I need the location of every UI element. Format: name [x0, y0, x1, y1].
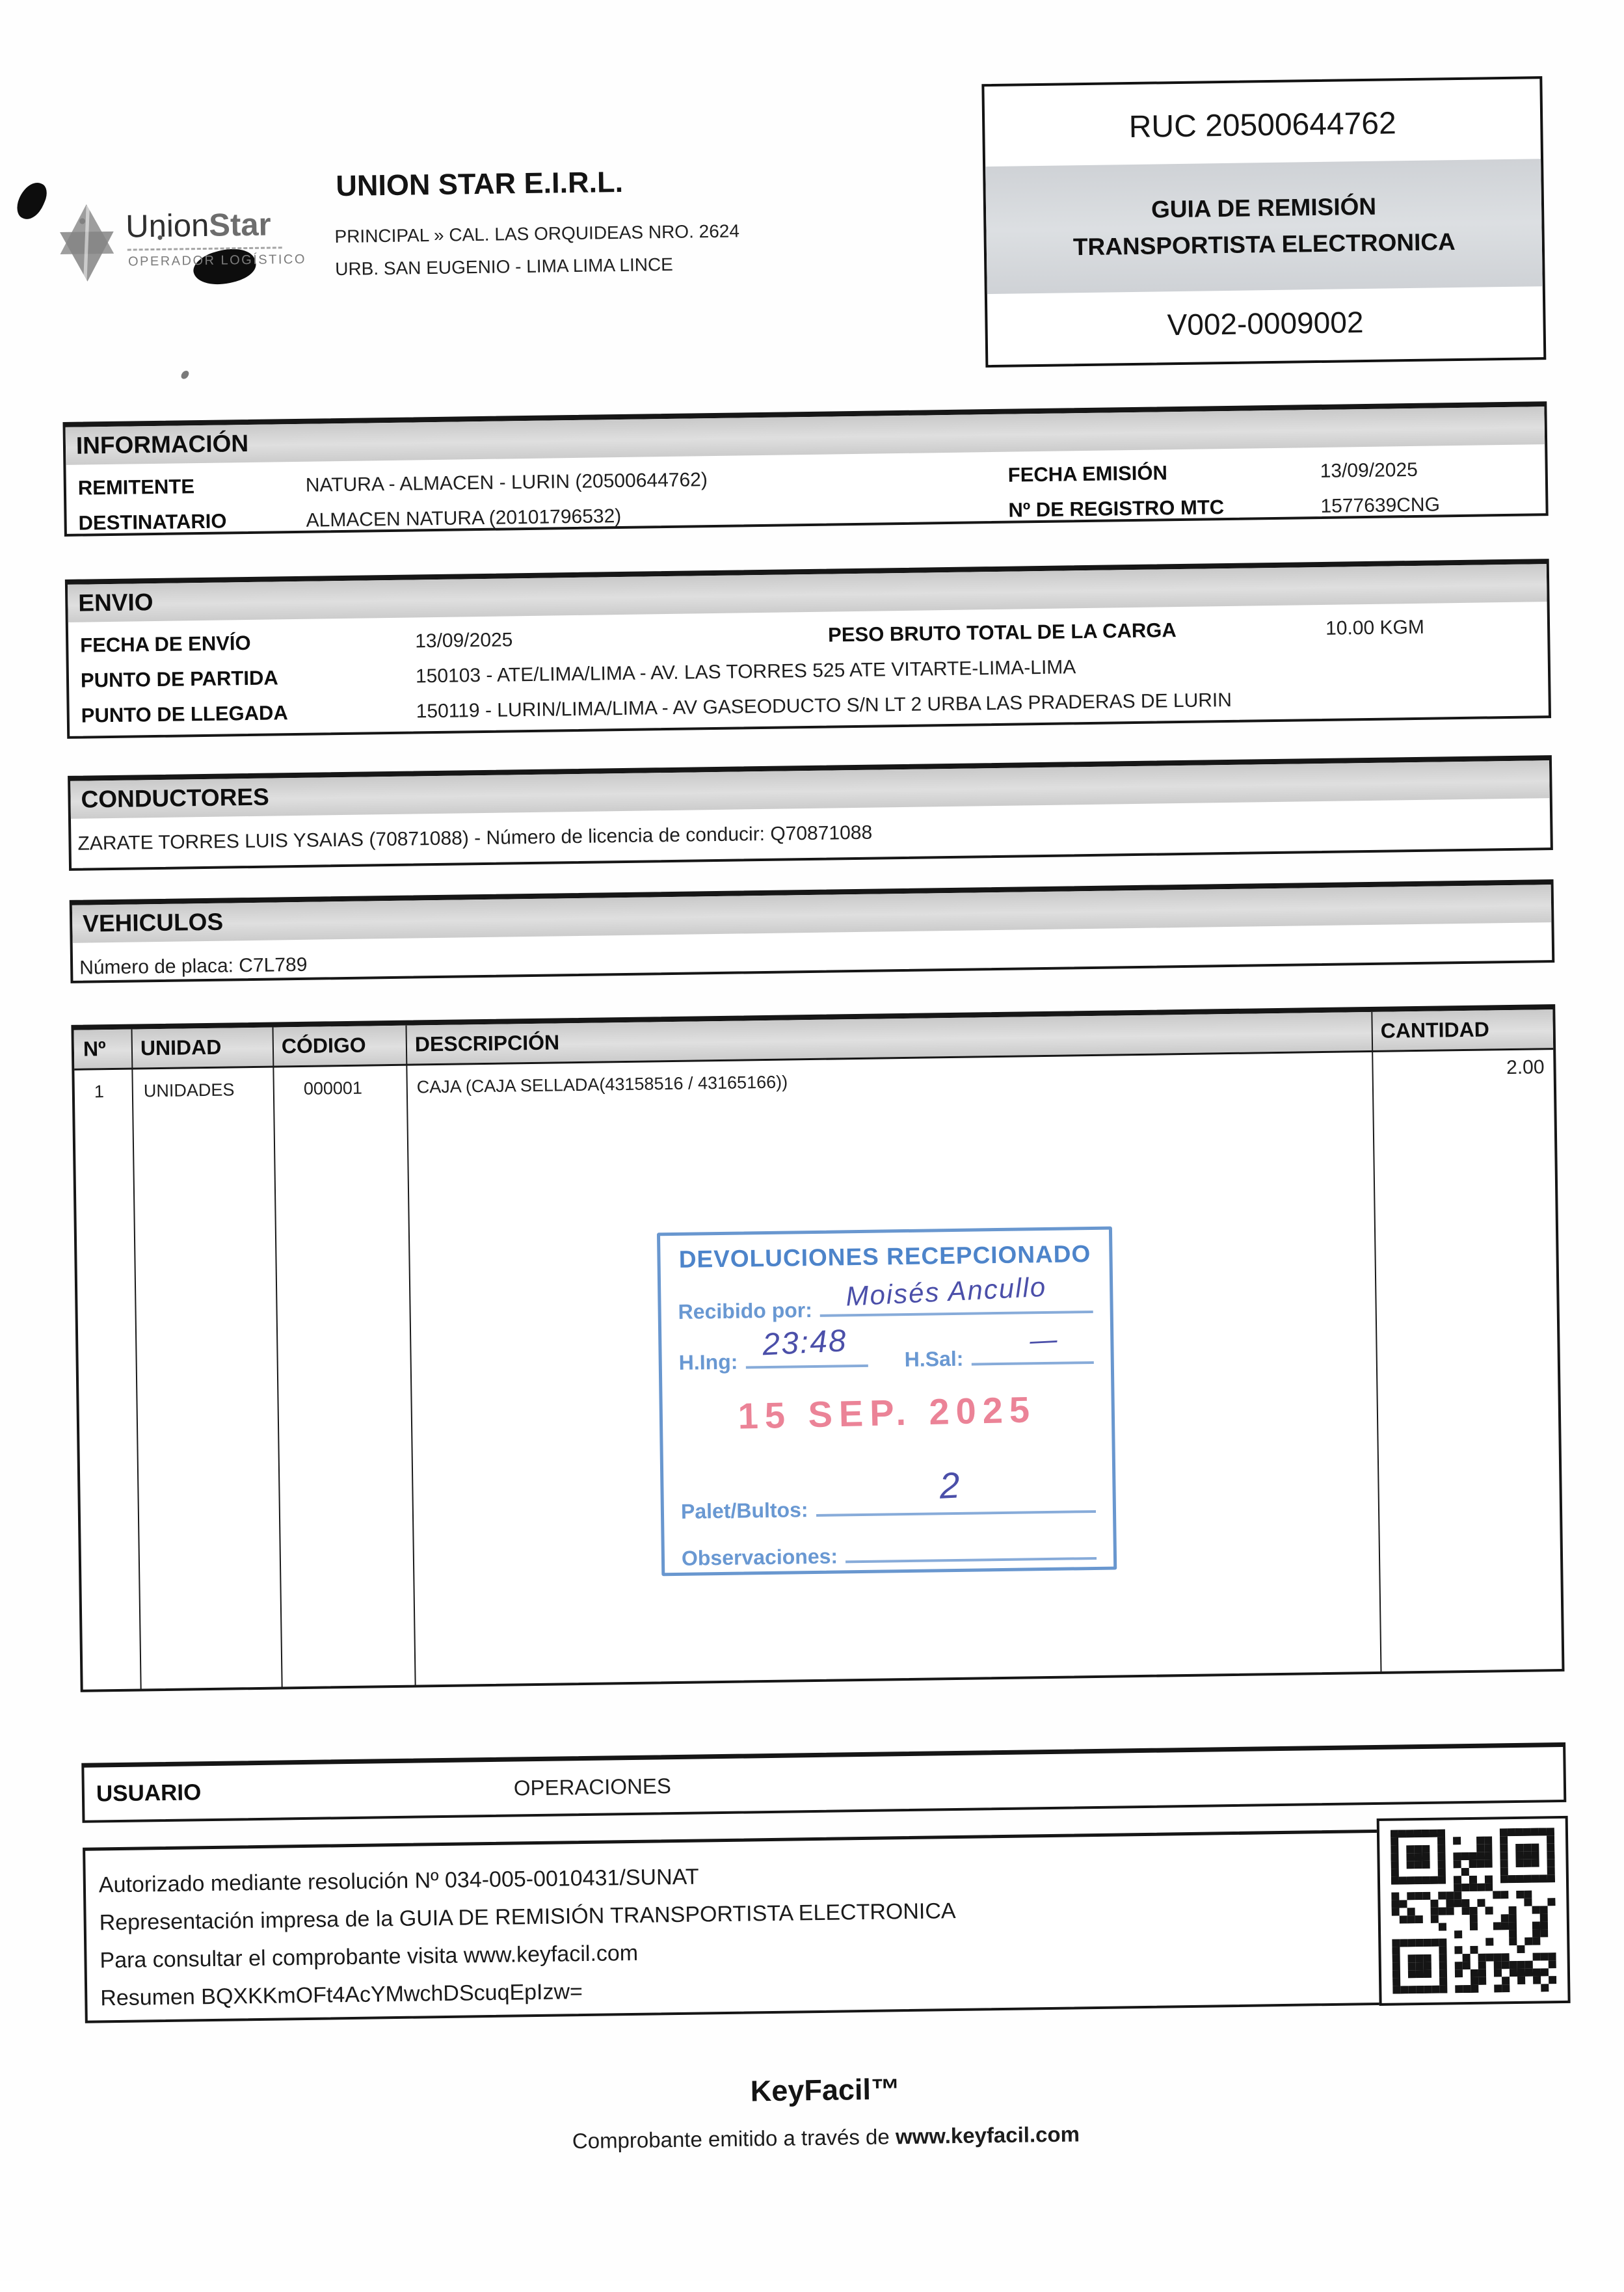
- stamp-hing-label: H.Ing:: [678, 1350, 738, 1374]
- vehiculo-placa: Número de placa: C7L789: [79, 953, 308, 979]
- destinatario-row: [66, 491, 1545, 535]
- punto-partida-label: PUNTO DE PARTIDA: [80, 666, 278, 692]
- section-conductores-title: CONDUCTORES: [70, 760, 1550, 819]
- ink-smudge: [12, 178, 51, 224]
- stamp-observaciones-line: [845, 1531, 1097, 1563]
- stamp-palet-row: [680, 1464, 1096, 1524]
- table-column-line: [405, 1026, 416, 1685]
- item-row-descripcion: CAJA (CAJA SELLADA(43158516 / 43165166)): [416, 1072, 788, 1097]
- punto-partida-row: [69, 648, 1548, 693]
- qr-code: [1377, 1816, 1571, 2006]
- company-name: UNION STAR E.I.R.L.: [336, 165, 624, 203]
- document-type-line1: GUIA DE REMISIÓN: [1151, 193, 1377, 223]
- section-conductores: [68, 755, 1553, 871]
- punto-llegada-value: 150119 - LURIN/LIMA/LIMA - AV GASEODUCTO S/N LT 2 URBA LAS PRADERAS DE LURIN: [416, 689, 1232, 723]
- col-header-unidad: UNIDAD: [140, 1035, 222, 1060]
- col-header-codigo: CÓDIGO: [281, 1033, 366, 1058]
- footer-brand: KeyFacil™: [750, 2072, 901, 2108]
- stamp-hing-line: [745, 1324, 868, 1369]
- document-type-band: [985, 159, 1543, 294]
- stamp-palet-handwriting: 2: [938, 1464, 962, 1506]
- section-vehiculos-title: VEHICULOS: [72, 885, 1552, 943]
- stamp-hsal-label: H.Sal:: [904, 1346, 964, 1372]
- footer-tagline-url: www.keyfacil.com: [895, 2122, 1080, 2149]
- logo-tagline: OPERADOR LOGÍSTICO: [127, 252, 307, 269]
- stamp-hsal-line: [971, 1324, 1094, 1366]
- fecha-emision-value: 13/09/2025: [1320, 459, 1418, 482]
- section-usuario: [81, 1742, 1566, 1823]
- col-header-num: Nº: [83, 1037, 106, 1061]
- logo-brand-union: Union: [125, 207, 209, 245]
- logo-brand-star: Star: [208, 207, 271, 243]
- destinatario-label: DESTINATARIO: [78, 509, 227, 535]
- stamp-recibido-line: [819, 1271, 1093, 1317]
- fecha-envio-row: [68, 613, 1547, 658]
- ink-speck: [180, 369, 191, 380]
- stamp-observaciones-label: Observaciones:: [681, 1544, 838, 1570]
- stamp-recibido-label: Recibido por:: [678, 1298, 813, 1324]
- fecha-emision-label: FECHA EMISIÓN: [1007, 461, 1168, 486]
- usuario-label: USUARIO: [96, 1779, 202, 1806]
- punto-llegada-label: PUNTO DE LLEGADA: [81, 701, 289, 727]
- stamp-observaciones-row: [681, 1531, 1097, 1571]
- stamp-recibido-handwriting: Moisés Ancullo: [845, 1271, 1048, 1312]
- items-table: [71, 1004, 1564, 1692]
- section-vehiculos: [70, 879, 1555, 983]
- fecha-envio-value: 13/09/2025: [414, 629, 513, 652]
- col-header-descripcion: DESCRIPCIÓN: [414, 1030, 560, 1056]
- table-column-line: [131, 1030, 142, 1689]
- company-address-line2: URB. SAN EUGENIO - LIMA LIMA LINCE: [335, 254, 674, 280]
- remitente-value: NATURA - ALMACEN - LURIN (20500644762): [305, 469, 708, 496]
- logo-brand: [126, 206, 271, 245]
- stamp-title: DEVOLUCIONES RECEPCIONADO: [678, 1240, 1091, 1273]
- table-column-line: [1371, 1012, 1381, 1672]
- ruc-number: RUC 20500644762: [1128, 106, 1397, 145]
- items-table-header: [74, 1009, 1554, 1071]
- stamp-hsal-handwriting: —: [1028, 1324, 1059, 1356]
- auth-resumen: Resumen BQXKKmOFt4AcYMwchDScuqEpIzw=: [100, 1979, 583, 2011]
- document-number: V002-0009002: [1167, 305, 1364, 342]
- auth-resolution: Autorizado mediante resolución Nº 034-005-0010431/SUNAT: [98, 1864, 699, 1898]
- item-row-unidad: UNIDADES: [143, 1080, 235, 1101]
- date-stamp: 15 SEP. 2025: [737, 1389, 1037, 1437]
- section-informacion: [62, 401, 1548, 537]
- peso-bruto-value: 10.00 KGM: [1325, 616, 1425, 639]
- stamp-recibido-row: [678, 1271, 1093, 1324]
- footer-tagline-prefix: Comprobante emitido a través de: [572, 2124, 896, 2153]
- registro-mtc-label: Nº DE REGISTRO MTC: [1008, 496, 1225, 522]
- qr-code-pattern: [1391, 1828, 1556, 1993]
- section-informacion-title: INFORMACIÓN: [66, 406, 1545, 465]
- auth-consult: Para consultar el comprobante visita www.keyfacil.com: [100, 1940, 639, 1973]
- table-column-line: [272, 1028, 282, 1687]
- item-row-num: 1: [94, 1082, 105, 1102]
- item-row-codigo: 000001: [303, 1078, 363, 1099]
- col-header-cantidad: CANTIDAD: [1380, 1017, 1490, 1043]
- section-envio: [65, 559, 1551, 739]
- company-address-line1: PRINCIPAL » CAL. LAS ORQUIDEAS NRO. 2624: [334, 220, 740, 247]
- stamp-palet-line: [816, 1464, 1096, 1517]
- auth-representation: Representación impresa de la GUIA DE REMISIÓN TRANSPORTISTA ELECTRONICA: [99, 1899, 956, 1936]
- punto-llegada-row: [70, 684, 1549, 728]
- authorization-box: [83, 1827, 1569, 2023]
- fecha-envio-label: FECHA DE ENVÍO: [80, 631, 251, 657]
- section-envio-title: ENVIO: [68, 564, 1547, 622]
- logo-divider: [127, 247, 282, 250]
- document-type-line2: TRANSPORTISTA ELECTRONICA: [1072, 228, 1456, 261]
- usuario-value: OPERACIONES: [513, 1773, 672, 1800]
- stamp-hours-row: [678, 1324, 1094, 1375]
- item-row-cantidad: 2.00: [1506, 1056, 1545, 1079]
- remitente-row: [66, 456, 1545, 500]
- punto-partida-value: 150103 - ATE/LIMA/LIMA - AV. LAS TORRES 525 ATE VITARTE-LIMA-LIMA: [415, 656, 1076, 687]
- registro-mtc-value: 1577639CNG: [1320, 494, 1441, 517]
- stamp-hing-handwriting: 23:48: [761, 1324, 848, 1363]
- remitente-label: REMITENTE: [77, 475, 195, 500]
- conductor-detail: ZARATE TORRES LUIS YSAIAS (70871088) - Número de licencia de conducir: Q70871088: [77, 821, 873, 855]
- reception-stamp: [657, 1227, 1117, 1577]
- star-icon: [52, 200, 122, 286]
- stamp-palet-label: Palet/Bultos:: [680, 1498, 808, 1523]
- document-type-box: [981, 76, 1546, 367]
- destinatario-value: ALMACEN NATURA (20101796532): [306, 505, 622, 531]
- footer-tagline: [14, 2114, 1624, 2161]
- peso-bruto-label: PESO BRUTO TOTAL DE LA CARGA: [827, 619, 1177, 646]
